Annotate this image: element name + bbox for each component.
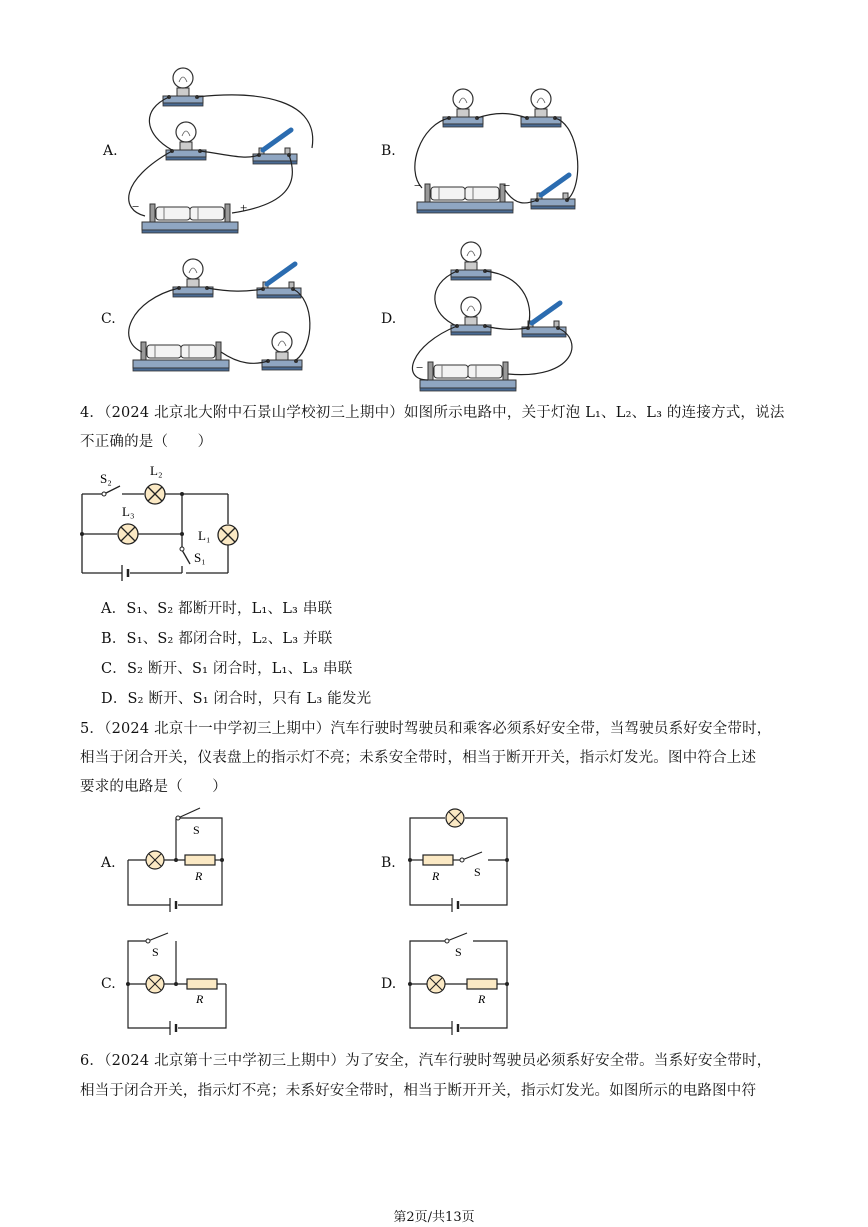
- q5-option-c-label: C.: [101, 976, 116, 992]
- q6-stem-line2: 相当于闭合开关，指示灯不亮；未系好安全带时，相当于断开开关，指示灯发光。如图所示的电路图中符: [80, 1083, 757, 1099]
- q4-label-s1: S₁: [194, 550, 206, 565]
- q5-c-resistor-label: R: [196, 992, 204, 1006]
- q5-stem-line3: 要求的电路是（ ）: [80, 779, 227, 795]
- q3-option-b-label: B.: [381, 143, 396, 159]
- q4-option-a: A．S₁、S₂ 都断开时，L₁、L₃ 串联: [101, 601, 333, 617]
- q5-d-switch-label: S: [455, 945, 462, 959]
- q3-a-plus: +: [240, 200, 248, 215]
- q3-d-minus: −: [416, 360, 424, 375]
- q5-option-a-label: A.: [101, 855, 116, 871]
- q5-stem-line1: 5．（2024 北京十一中学初三上期中）汽车行驶时驾驶员和乘客必须系好安全带，当驾驶员系好安全带时，: [80, 721, 772, 737]
- q3-option-c-label: C.: [101, 311, 116, 327]
- q3-a-minus: −: [132, 199, 140, 214]
- q5-d-resistor-label: R: [478, 992, 486, 1006]
- q4-label-s2: S₂: [100, 471, 112, 486]
- q5-a-resistor-label: R: [195, 869, 203, 883]
- q5-c-switch-label: S: [152, 945, 159, 959]
- q4-label-l3: L₃: [122, 504, 135, 519]
- q4-option-c: C．S₂ 断开、S₁ 闭合时，L₁、L₃ 串联: [101, 661, 353, 677]
- q4-stem-line2: 不正确的是（ ）: [80, 434, 213, 450]
- q5-b-switch-label: S: [474, 865, 481, 879]
- q3-option-d-label: D.: [381, 311, 397, 327]
- q5-stem-line2: 相当于闭合开关，仪表盘上的指示灯不亮；未系安全带时，相当于断开开关，指示灯发光。图中符合上述: [80, 750, 757, 766]
- q5-a-switch-label: S: [193, 823, 200, 837]
- q4-option-d: D．S₂ 断开、S₁ 闭合时，只有 L₃ 能发光: [101, 691, 372, 707]
- q5-b-resistor-label: R: [432, 869, 440, 883]
- q5-option-d-label: D.: [381, 976, 397, 992]
- q3-b-minus-2: −: [503, 178, 511, 193]
- q3-b-minus: −: [414, 178, 422, 193]
- q6-stem-line1: 6．（2024 北京第十三中学初三上期中）为了安全，汽车行驶时驾驶员必须系好安全带。当系好安全带时，: [80, 1053, 772, 1069]
- q4-label-l1: L₁: [198, 528, 211, 543]
- q4-option-b: B．S₁、S₂ 都闭合时，L₂、L₃ 并联: [101, 631, 333, 647]
- page-number: 第2页/共13页: [393, 1210, 475, 1225]
- q3-option-a-label: A.: [103, 143, 118, 159]
- q5-option-b-label: B.: [381, 855, 396, 871]
- q4-label-l2: L₂: [150, 463, 163, 478]
- q4-stem-line1: 4．（2024 北京北大附中石景山学校初三上期中）如图所示电路中，关于灯泡 L₁、L₂、L₃ 的连接方式，说法: [80, 405, 785, 421]
